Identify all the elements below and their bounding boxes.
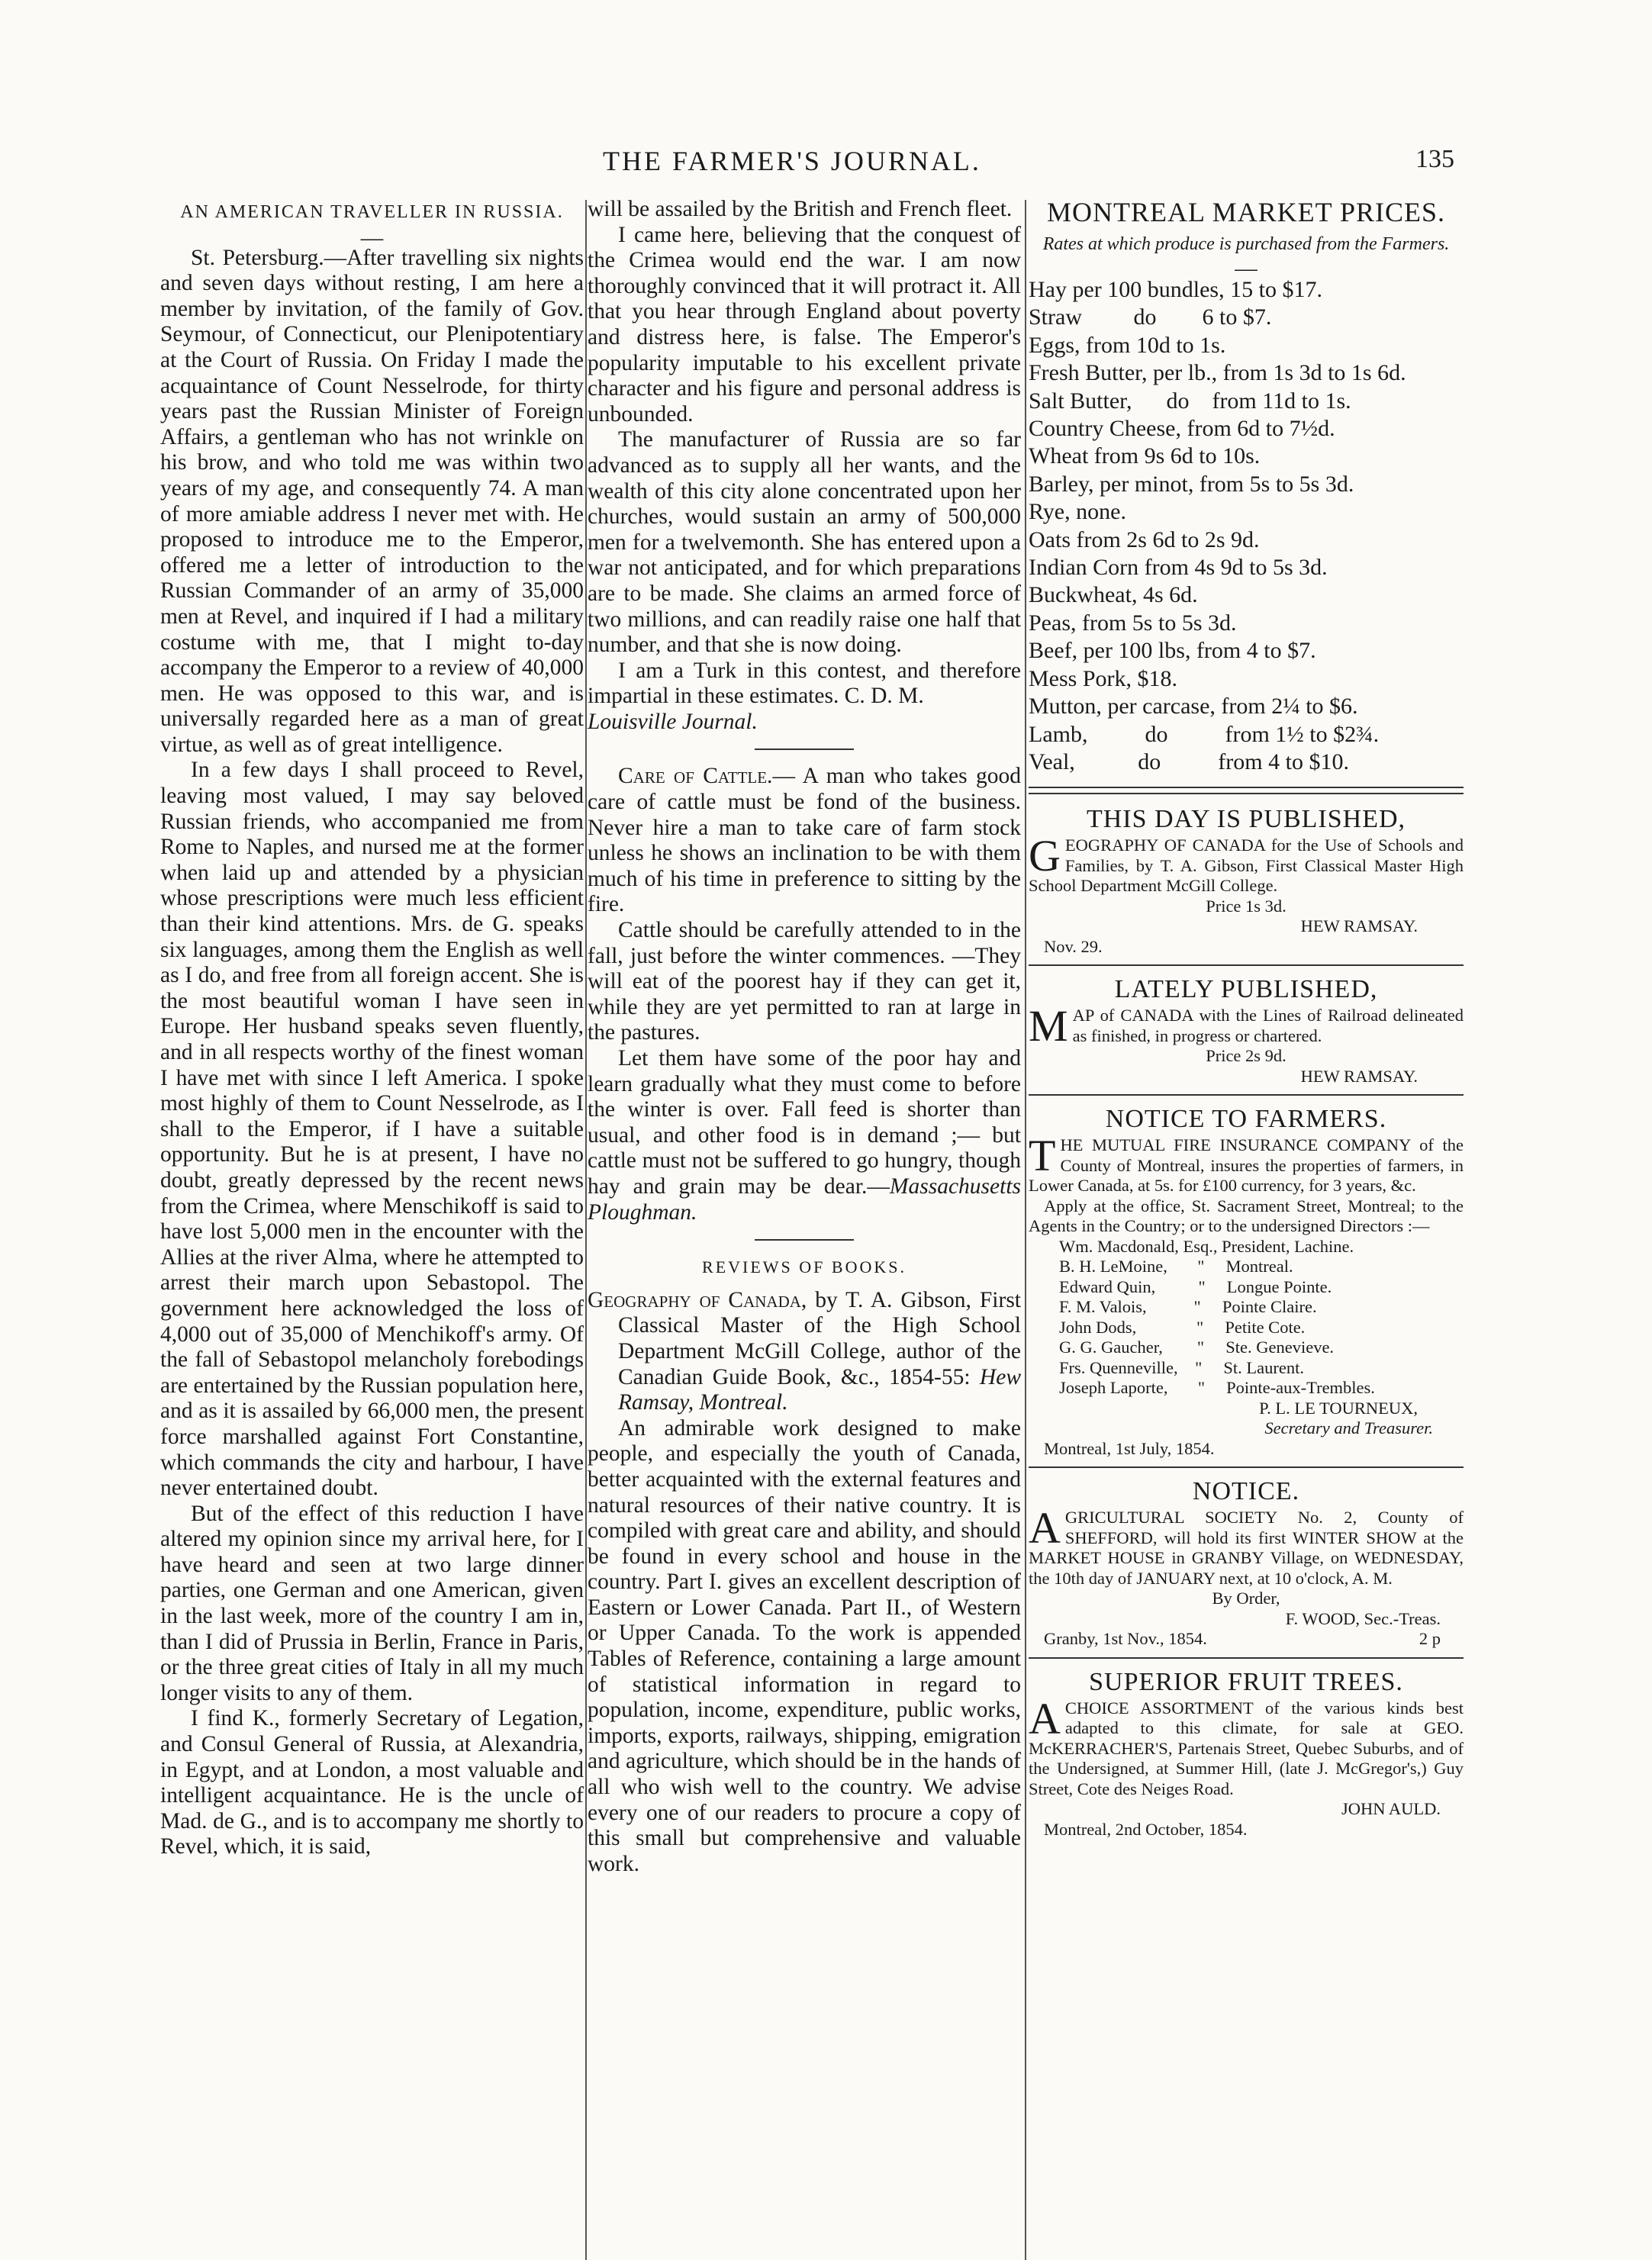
column-middle — [588, 197, 1021, 1877]
separator — [1029, 787, 1464, 794]
ad-heading: SUPERIOR FRUIT TREES. — [1089, 1667, 1403, 1696]
paragraph: I came here, believing that the conquest of the Crimea would end the war. I am now thoroughly convinced that it will protract it. All that you hear through England about poverty and distress here, is false. The Emperor's popularity imputable to his excellent private character and his figure and personal address is unbounded. — [588, 222, 1021, 427]
price-item: Straw do 6 to $7. — [1029, 304, 1272, 330]
paragraph-lead: Care of Cattle. — [618, 764, 773, 789]
director-entry: G. G. Gaucher, " Ste. Genevieve. — [1059, 1338, 1335, 1357]
director-entry: B. H. LeMoine, " Montreal. — [1059, 1257, 1293, 1276]
director-entry: Joseph Laporte, " Pointe-aux-Trembles. — [1059, 1378, 1375, 1398]
market-subtitle: Rates at which produce is purchased from the Farmers. — [1042, 234, 1450, 254]
director-entry: John Dods, " Petite Cote. — [1059, 1317, 1306, 1337]
journal-title: THE FARMER'S JOURNAL. — [603, 146, 981, 176]
director-entry: Edward Quin, " Longue Pointe. — [1059, 1276, 1332, 1296]
advertisement — [1029, 1001, 1464, 1087]
separator — [755, 1239, 854, 1241]
price-item: Mess Pork, $18. — [1029, 665, 1178, 691]
ad-price: Price 1s 3d. — [1206, 896, 1286, 916]
ad-date: Montreal, 1st July, 1854. — [1044, 1438, 1215, 1458]
price-item: Salt Butter, do from 11d to 1s. — [1029, 388, 1351, 414]
book-title: Geography of Canada, — [588, 1287, 807, 1312]
price-item: Mutton, per carcase, from 2¼ to $6. — [1029, 694, 1358, 720]
ad-signer: HEW RAMSAY. — [1300, 1066, 1418, 1086]
price-item: Indian Corn from 4s 9d to 5s 3d. — [1029, 555, 1328, 581]
ad-order: By Order, — [1212, 1589, 1280, 1608]
ad-date: Granby, 1st Nov., 1854. — [1044, 1629, 1207, 1649]
column-left — [160, 197, 584, 1860]
price-item: Peas, from 5s to 5s 3d. — [1029, 610, 1237, 636]
page-header — [0, 145, 1652, 183]
price-list — [1029, 276, 1464, 776]
source-credit: Louisville Journal. — [588, 709, 758, 734]
ad-date: Montreal, 2nd October, 1854. — [1044, 1819, 1248, 1839]
signature: C. D. M. — [844, 684, 924, 709]
ad-body: GRICULTURAL SOCIETY No. 2, County of SHEFFORD, will hold its first WINTER SHOW at the MARKET HOUSE in GRANBY Village, on WEDNESDAY, the 10th day of JANUARY next, at 10 o'clock, A. M. — [1029, 1508, 1464, 1588]
director-entry: Wm. Macdonald, Esq., President, Lachine. — [1059, 1236, 1354, 1256]
paragraph: St. Petersburg.—After travelling six nights and seven days without resting, I am here a member by invitation, of the family of Gov. Seymour, of Connecticut, our Plenipotentiary at the Court of Russia. On Friday I made the acquaintance of Count Nesselrode, for thirty years past the Russian Minister of Foreign Affairs, a gentleman who has not wrinkle on his brow, and who told me was within two years of my age, and consequently 74. A man of more amiable address I never met with. He proposed to introduce me to the Emperor, offered me a letter of introduction to the Russian Commander of an army of 35,000 men at Revel, and inquired if I had a military costume with me, that I might to-day accompany the Emperor to a review of 40,000 men. He was opposed to this war, and is universally regarded here as a man of great virtue, as well as of great intelligence. — [160, 245, 584, 757]
ad-signer: F. WOOD, Sec.-Treas. — [1285, 1608, 1441, 1628]
advertisement — [1029, 831, 1464, 957]
ad-price: Price 2s 9d. — [1206, 1046, 1286, 1066]
separator — [1029, 1466, 1464, 1468]
market-heading: MONTREAL MARKET PRICES. — [1046, 197, 1446, 227]
advertisement — [1029, 1693, 1464, 1840]
price-item: Eggs, from 10d to 1s. — [1029, 332, 1226, 358]
price-item: Rye, none. — [1029, 499, 1126, 525]
page-number: 135 — [1415, 145, 1454, 173]
paragraph: The manufacturer of Russia are so far advanced as to supply all her wants, and the wealth of this city alone concentrated upon her churches, would sustain an army of 500,000 men for a twelvemonth. She has entered upon a war not anticipated, and for which preparations are to be made. She claims an armed force of two millions, and can readily raise one half that number, and that she is now doing. — [588, 427, 1021, 658]
paragraph: will be assailed by the British and French fleet. — [588, 197, 1013, 221]
separator — [1029, 1094, 1464, 1096]
ad-signer: JOHN AULD. — [1341, 1799, 1441, 1819]
ad-footer — [1029, 1629, 1464, 1650]
ad-body: CHOICE ASSORTMENT of the various kinds best adapted to this climate, for sale at GEO. McKERRACHER'S, Partenais Street, Quebec Suburbs, and of the Undersigned, at Summer Hill, (late J. McGregor's,) Guy Street, Cote des Neiges Road. — [1029, 1698, 1464, 1798]
separator — [755, 749, 854, 750]
paragraph — [588, 764, 1021, 918]
director-entry: Frs. Quenneville, " St. Laurent. — [1059, 1357, 1305, 1377]
paragraph: An admirable work designed to make people, and especially the youth of Canada, better acquainted with the external features and natural resources of their native country. It is compiled with great care and ability, and should be found in every school and house in the country. Part I. gives an excellent description of Eastern or Lower Canada. Part II., of Western or Upper Canada. To the work is appended Tables of Reference, containing a large amount of statistical information in regard to population, income, expenditure, public works, imports, exports, railways, shipping, emigration and agriculture, which should be in the hands of all who wish well to the country. We advise every one of our readers to procure a copy of this small but comprehensive and valuable work. — [588, 1415, 1021, 1876]
dash: — — [1235, 256, 1258, 281]
price-item: Veal, do from 4 to $10. — [1029, 749, 1349, 774]
paragraph-text: Let them have some of the poor hay and learn gradually what they must come to before the winter is over. Fall feed is shorter than usual, and other food is in demand ;— but cattle must not be suffered to go hungry, though hay and grain may be dear.— — [588, 1046, 1021, 1199]
ad-signer-title: Secretary and Treasurer. — [1264, 1418, 1433, 1438]
ad-body: EOGRAPHY OF CANADA for the Use of Schools and Families, by T. A. Gibson, First Classical Master High School Department McGill College. — [1029, 835, 1464, 896]
section-heading: REVIEWS OF BOOKS. — [702, 1257, 907, 1277]
director-entry: F. M. Valois, " Pointe Claire. — [1059, 1297, 1317, 1317]
book-citation — [588, 1288, 1021, 1416]
paragraph — [588, 1046, 1021, 1225]
price-item: Hay per 100 bundles, 15 to $17. — [1029, 277, 1322, 302]
ad-mark: 2 p — [1419, 1629, 1441, 1649]
ad-heading: NOTICE. — [1192, 1477, 1300, 1506]
ad-signer: P. L. LE TOURNEUX, — [1259, 1398, 1418, 1418]
price-item: Wheat from 9s 6d to 10s. — [1029, 443, 1261, 469]
advertisement — [1029, 1131, 1464, 1459]
price-item: Beef, per 100 lbs, from 4 to $7. — [1029, 638, 1316, 664]
paragraph: In a few days I shall proceed to Revel, leaving most valued, I may say beloved Russian friends, who accompanied me from Rome to Naples, and nursed me at the former when laid up and attended by a physician whose prescriptions were much less efficient than their kind attentions. Mrs. de G. speaks six languages, among them the English as well as I do, and free from all foreign accent. She is the most beautiful woman I have seen in Europe. Her husband speaks seven fluently, and in all respects worthy of the finest woman I have met with since I left America. I spoke most highly of them to Count Nesselrode, as I shall to the Emperor, if I have a suitable opportunity. But he is at present, I have no doubt, greatly depressed by the recent news from the Crimea, where Menschikoff is said to have lost 5,000 men in the encounter with the Allies at the river Alma, where he attempted to arrest their march upon Sebastopol. The government here acknowledged the loss of 4,000 out of 35,000 of Menchikoff's army. Of the fall of Sebastopol melancholy forebodings are entertained by the Russian population here, and as it is assailed by 66,000 men, the present force marshalled against Fort Constantine, which commands the city and harbour, I have never entertained doubt. — [160, 758, 584, 1501]
dash: — — [360, 225, 384, 250]
paragraph — [588, 658, 1021, 710]
article-heading: AN AMERICAN TRAVELLER IN RUSSIA. — [180, 202, 564, 222]
advertisement — [1029, 1503, 1464, 1650]
ad-heading: LATELY PUBLISHED, — [1114, 975, 1378, 1004]
ad-body: HE MUTUAL FIRE INSURANCE COMPANY of the County of Montreal, insures the properties of farmers, in Lower Canada, at 5s. for £100 currency, for 3 years, &c. — [1029, 1135, 1464, 1196]
paragraph-text: — A man who takes good care of cattle must be fond of the business. Never hire a man to take care of farm stock unless he shows an inclination to be with them much of his time in preference to sitting by the fire. — [588, 764, 1021, 917]
price-item: Oats from 2s 6d to 2s 9d. — [1029, 526, 1260, 552]
book-meta: by T. A. Gibson, First Classical Master of the High School Department McGill College, author of the Canadian Guide Book, &c., 1854-55: — [618, 1287, 1021, 1389]
ad-date: Nov. 29. — [1044, 936, 1103, 956]
price-item: Country Cheese, from 6d to 7½d. — [1029, 416, 1335, 442]
drop-cap: G — [1029, 831, 1061, 881]
column-rule — [1025, 200, 1026, 2260]
price-item: Lamb, do from 1½ to $2¾. — [1029, 721, 1380, 747]
separator — [1029, 964, 1464, 966]
drop-cap: M — [1029, 1001, 1068, 1051]
drop-cap: A — [1029, 1693, 1061, 1743]
price-item: Fresh Butter, per lb., from 1s 3d to 1s 6d. — [1029, 360, 1406, 386]
price-item: Barley, per minot, from 5s to 5s 3d. — [1029, 471, 1354, 497]
column-right — [1029, 197, 1464, 1840]
source-credit: Massachusetts Ploughman. — [588, 1173, 1021, 1225]
paragraph: Cattle should be carefully attended to in the fall, just before the winter commences. —They will eat of the poorest hay if they can get it, while they are yet permitted to ran at large in the pastures. — [588, 918, 1021, 1045]
ad-signer: HEW RAMSAY. — [1300, 916, 1418, 936]
price-item: Buckwheat, 4s 6d. — [1029, 582, 1198, 608]
book-publisher: Hew Ramsay, Montreal. — [618, 1364, 1021, 1415]
paragraph: I find K., formerly Secretary of Legation, and Consul General of Russia, at Alexandria, in Egypt, and at London, a most valuable and intelligent acquaintance. He is the uncle of Mad. de G., and is to accompany me shortly to Revel, which, it is said, — [160, 1706, 584, 1859]
directors-list — [1029, 1237, 1464, 1399]
ad-heading: THIS DAY IS PUBLISHED, — [1086, 805, 1406, 834]
ad-heading: NOTICE TO FARMERS. — [1105, 1105, 1387, 1134]
column-rule — [585, 200, 587, 2260]
paragraph-text: I am a Turk in this contest, and therefore impartial in these estimates. — [588, 658, 1021, 709]
paragraph: But of the effect of this reduction I have altered my opinion since my arrival here, for I have heard and seen at two large dinner parties, one German and one American, given in the last week, more of the country I am in, than I did of Prussia in Berlin, France in Paris, or the three great cities of Italy in all my much longer visits to any of them. — [160, 1501, 584, 1705]
drop-cap: T — [1029, 1131, 1056, 1181]
drop-cap: A — [1029, 1503, 1061, 1553]
separator — [1029, 1657, 1464, 1659]
ad-apply: Apply at the office, St. Sacrament Street, Montreal; to the Agents in the Country; or to the undersigned Directors :— — [1029, 1196, 1464, 1236]
ad-body: AP of CANADA with the Lines of Railroad delineated as finished, in progress or chartered. — [1072, 1006, 1464, 1045]
